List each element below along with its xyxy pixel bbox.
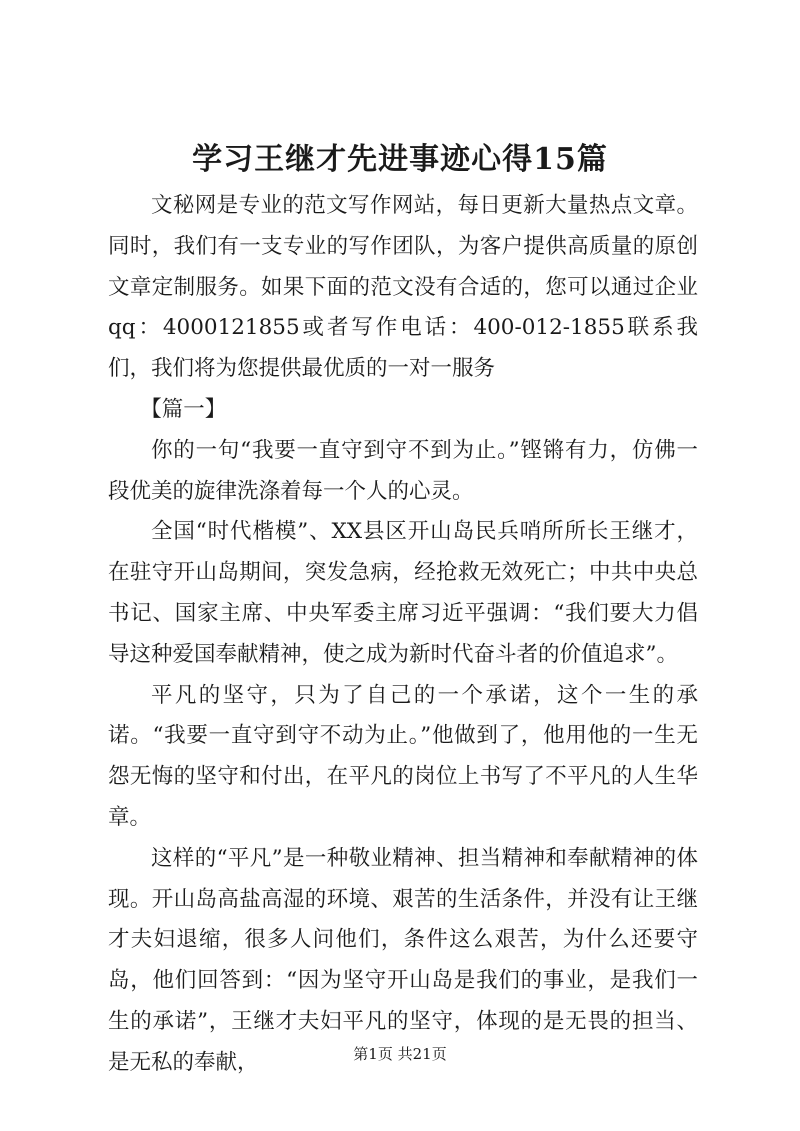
section-heading: 【篇一】 [140,396,227,422]
body-paragraph: 这样的“平凡”是一种敬业精神、担当精神和奉献精神的体现。开山岛高盐高湿的环境、艰苦的生活条件，并没有让王继才夫妇退缩，很多人问他们，条件这么艰苦，为什么还要守岛，他们回答到：“因为坚守开山岛是我们的事业，是我们一生的承诺”，王继才夫妇平凡的坚守，体现的是无畏的担当、是无私的奉献， [108,845,698,1075]
body-paragraph: 平凡的坚守，只为了自己的一个承诺，这个一生的承诺。“我要一直守到守不动为止。”他做到了，他用他的一生无怨无悔的坚守和付出，在平凡的岗位上书写了不平凡的人生华章。 [108,682,698,830]
body-paragraph: 你的一句“我要一直守到守不到为止。”铿锵有力，仿佛一段优美的旋律洗涤着每一个人的心灵。 [108,437,698,504]
page-footer: 第1页 共21页 [353,1045,447,1063]
document-title: 学习王继才先进事迹心得15篇 [192,142,608,177]
document-body [108,186,698,1084]
intro-paragraph: 文秘网是专业的范文写作网站，每日更新大量热点文章。同时，我们有一支专业的写作团队，为客户提供高质量的原创文章定制服务。如果下面的范文没有合适的，您可以通过企业qq：4000121855或者写作电话：400-012-1855联系我们，我们将为您提供最优质的一对一服务 [108,193,698,382]
body-paragraph: 全国“时代楷模”、XX县区开山岛民兵哨所所长王继才，在驻守开山岛期间，突发急病，经抢救无效死亡；中共中央总书记、国家主席、中央军委主席习近平强调：“我们要大力倡导这种爱国奉献精神，使之成为新时代奋斗者的价值追求”。 [108,519,698,667]
